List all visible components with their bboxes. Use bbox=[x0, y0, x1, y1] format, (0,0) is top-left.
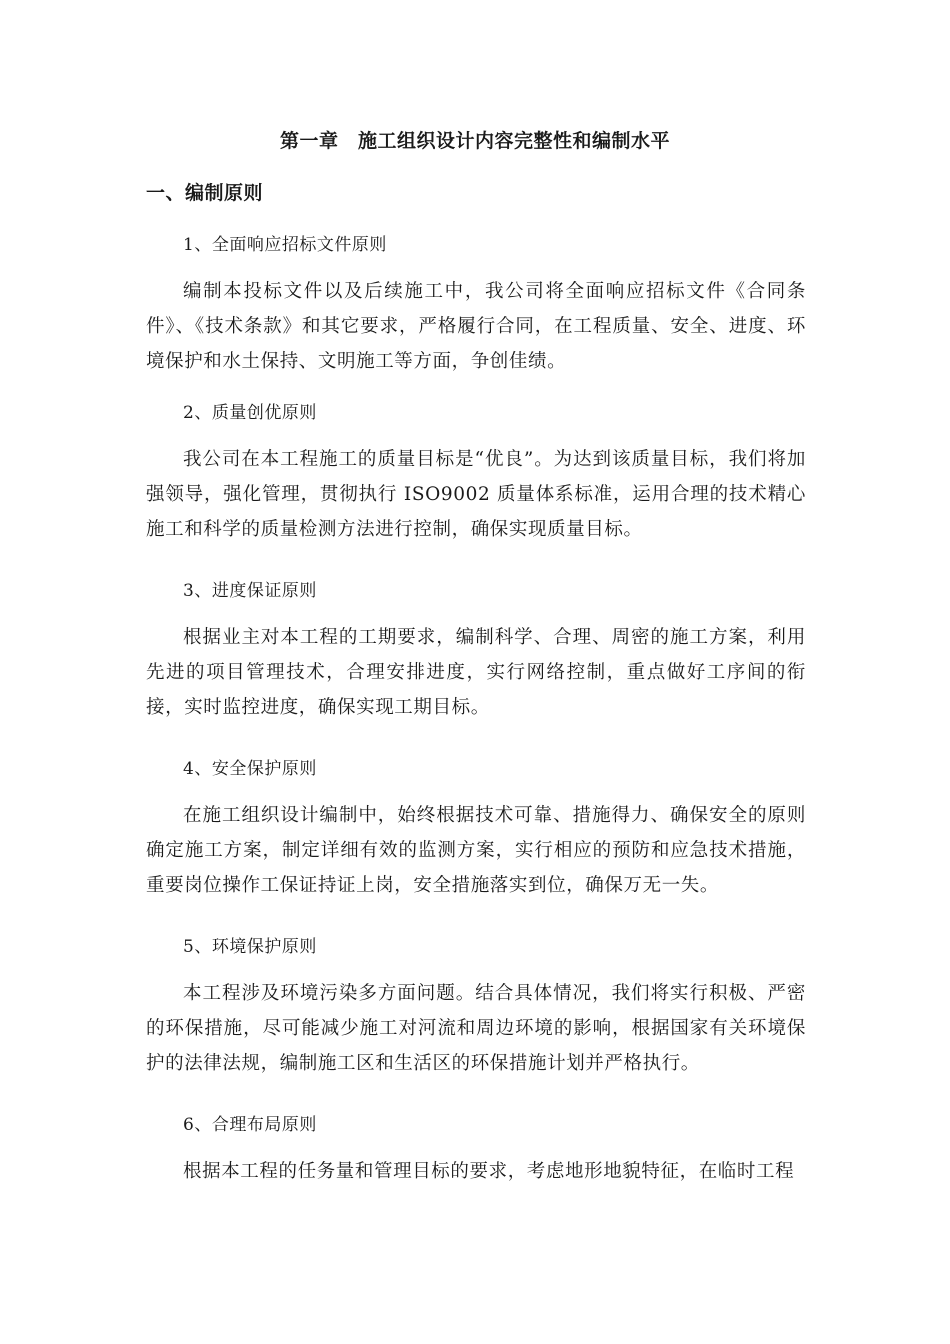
principle-body-3: 根据业主对本工程的工期要求，编制科学、合理、周密的施工方案，利用先进的项目管理技术，合理安排进度，实行网络控制，重点做好工序间的衔接，实时监控进度，确保实现工期目标。 bbox=[146, 627, 806, 718]
principle-body-1: 编制本投标文件以及后续施工中，我公司将全面响应招标文件《合同条件》、《技术条款》和其它要求，严格履行合同，在工程质量、安全、进度、环境保护和水土保持、文明施工等方面，争创佳绩。 bbox=[146, 281, 806, 372]
principle-heading-6: 6、合理布局原则 bbox=[183, 1115, 317, 1135]
principle-heading-3: 3、进度保证原则 bbox=[183, 581, 317, 601]
principle-body-2: 我公司在本工程施工的质量目标是“优良”。为达到该质量目标，我们将加强领导，强化管理，贯彻执行 ISO9002 质量体系标准，运用合理的技术精心施工和科学的质量检测方法进行控制，确保实现质量目标。 bbox=[146, 449, 806, 540]
principle-body-4: 在施工组织设计编制中，始终根据技术可靠、措施得力、确保安全的原则确定施工方案，制定详细有效的监测方案，实行相应的预防和应急技术措施，重要岗位操作工保证持证上岗，安全措施落实到位，确保万无一失。 bbox=[146, 805, 806, 896]
section-heading: 一、编制原则 bbox=[146, 182, 264, 204]
principle-body-6: 根据本工程的任务量和管理目标的要求，考虑地形地貌特征，在临时工程 bbox=[183, 1161, 795, 1182]
principle-heading-2: 2、质量创优原则 bbox=[183, 403, 317, 423]
principle-heading-5: 5、环境保护原则 bbox=[183, 937, 317, 957]
principle-heading-4: 4、安全保护原则 bbox=[183, 759, 317, 779]
chapter-title: 第一章 施工组织设计内容完整性和编制水平 bbox=[279, 130, 670, 152]
principle-body-5: 本工程涉及环境污染多方面问题。结合具体情况，我们将实行积极、严密的环保措施，尽可能减少施工对河流和周边环境的影响，根据国家有关环境保护的法律法规，编制施工区和生活区的环保措施计划并严格执行。 bbox=[146, 983, 806, 1074]
principle-heading-1: 1、全面响应招标文件原则 bbox=[183, 235, 387, 255]
